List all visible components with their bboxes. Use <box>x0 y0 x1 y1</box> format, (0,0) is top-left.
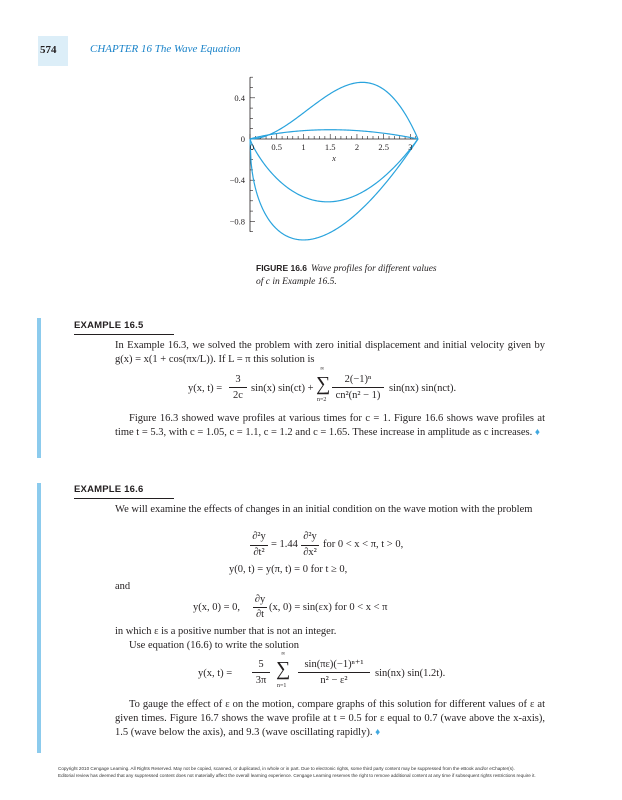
ic-second: (x, 0) = sin(εx) for 0 < x < π <box>269 602 388 613</box>
solution-frac-den: n² − ε² <box>320 675 348 686</box>
pde-lhs-den: ∂t² <box>253 547 265 558</box>
x-tick-label: 1.5 <box>324 142 336 152</box>
x-tick-label: 1 <box>301 142 306 152</box>
end-of-example-diamond-icon: ♦ <box>375 727 381 738</box>
example-16-5-intro: In Example 16.3, we solved the problem with zero initial displacement and initial velocity given by g(x) = x(1 + cos(πx/L)). If L = π this solution is <box>115 340 545 365</box>
y-tick-label: −0.8 <box>229 216 245 227</box>
ic-frac-bar <box>253 607 267 608</box>
pde-condition: for 0 < x < π, t > 0, <box>323 539 404 550</box>
x-tick-label: 3 <box>408 142 413 152</box>
ic-frac-den: ∂t <box>255 609 265 620</box>
solution-sum-upper: ∞ <box>281 651 286 657</box>
eq-frac-bar <box>229 387 247 388</box>
solution-sum-symbol: ∑ <box>276 658 291 680</box>
example-16-6-outro: To gauge the effect of ε on the motion, compare graphs of this solution for different values of ε at given times. Figure 16.7 shows the wave profile at t = 0.5 for ε equal to 0.7 (wave above the x-axis), 1.5 (wave below the axis), and 9.3 (wave oscillating rapidly). ♦ <box>115 699 545 738</box>
copyright-line-1: Copyright 2010 Cengage Learning. All Rights Reserved. May not be copied, scanned, or duplicated, in whole or in part. Due to electronic rights, some third party content may be suppressed from the eBook and/or eChapter(s). <box>58 766 515 771</box>
ic-frac-num: ∂y <box>254 594 266 605</box>
end-of-example-diamond-icon: ♦ <box>534 427 540 438</box>
y-tick-label: 0.4 <box>234 92 245 103</box>
example-16-5-heading: EXAMPLE 16.5 <box>74 320 144 331</box>
eq-lhs: y(x, t) = <box>188 383 223 394</box>
example-16-6-heading: EXAMPLE 16.6 <box>74 484 144 495</box>
page-number: 574 <box>40 44 57 56</box>
chapter-title: CHAPTER 16 The Wave Equation <box>90 43 241 55</box>
epsilon-text: in which ε is a positive number that is not an integer. <box>115 626 337 637</box>
example-side-bar <box>37 318 41 458</box>
boundary-condition: y(0, t) = y(π, t) = 0 for t ≥ 0, <box>229 564 348 575</box>
solution-const-bar <box>252 672 270 673</box>
solution-sum-lower: n=1 <box>277 683 287 689</box>
x-tick-label: 2 <box>354 142 360 152</box>
y-tick-label: −0.4 <box>229 175 245 186</box>
sum-lower: n=2 <box>317 397 327 403</box>
example-side-bar <box>37 483 41 753</box>
eq-mid: sin(x) sin(ct) + <box>251 383 314 394</box>
figure-caption <box>256 262 446 289</box>
y-tick-label: 0 <box>240 134 245 144</box>
heading-rule <box>74 498 174 499</box>
x-tick-label: 2.5 <box>378 142 390 152</box>
x-tick-label: 0.5 <box>271 142 283 152</box>
figure-caption-text: Wave profiles for different values of c in Example 16.5. <box>256 264 437 287</box>
sum-symbol: ∑ <box>316 373 331 395</box>
pde-lhs-bar <box>250 545 268 546</box>
sum-frac-den: cn²(n² − 1) <box>335 390 381 401</box>
copyright-line-2: Editorial review has deemed that any suppressed content does not materially affect the overall learning experience. Cengage Learning reserves the right to remove additional content at any time if subsequent rights restrictions require it. <box>58 773 536 778</box>
solution-const-den: 3π <box>255 675 267 686</box>
example-16-5-outro: Figure 16.3 showed wave profiles at various times for c = 1. Figure 16.6 shows wave profiles at time t = 5.3, with c = 1.05, c = 1.1, c = 1.2 and c = 1.65. These increase in amplitude as c increases. ♦ <box>115 413 545 438</box>
wave-profile-curve-1 <box>250 82 418 139</box>
x-axis-label: x <box>332 153 336 163</box>
pde-lhs-num: ∂²y <box>252 531 266 542</box>
and-text: and <box>115 581 131 592</box>
solution-lhs: y(x, t) = <box>198 668 233 679</box>
sum-frac-num: 2(−1)ⁿ <box>344 374 372 385</box>
sum-upper: ∞ <box>320 366 325 372</box>
solution-tail: sin(nx) sin(1.2t). <box>375 668 446 679</box>
ic-first: y(x, 0) = 0, <box>193 602 241 613</box>
sum-frac-bar <box>332 387 384 388</box>
figure-label: FIGURE 16.6 <box>256 263 308 273</box>
eq-frac-den: 2c <box>233 390 243 401</box>
x-tick-label: 0 <box>249 142 255 152</box>
solution-frac-bar <box>298 672 370 673</box>
wave-profile-chart <box>0 0 622 300</box>
heading-rule <box>74 334 174 335</box>
solution-const-num: 5 <box>258 659 264 670</box>
pde-rhs-num: ∂²y <box>303 531 317 542</box>
pde-equals: = 1.44 <box>271 539 298 550</box>
use-equation-text: Use equation (16.6) to write the solution <box>129 640 300 651</box>
wave-profile-curve-2 <box>250 130 418 139</box>
eq-frac-num: 3 <box>235 374 241 385</box>
eq-tail: sin(nx) sin(nct). <box>389 383 457 394</box>
solution-frac-num: sin(πε)(−1)ⁿ⁺¹ <box>304 659 364 670</box>
pde-rhs-den: ∂x² <box>303 547 317 558</box>
pde-rhs-bar <box>301 545 319 546</box>
example-16-6-intro: We will examine the effects of changes in an initial condition on the wave motion with the problem <box>115 504 533 515</box>
